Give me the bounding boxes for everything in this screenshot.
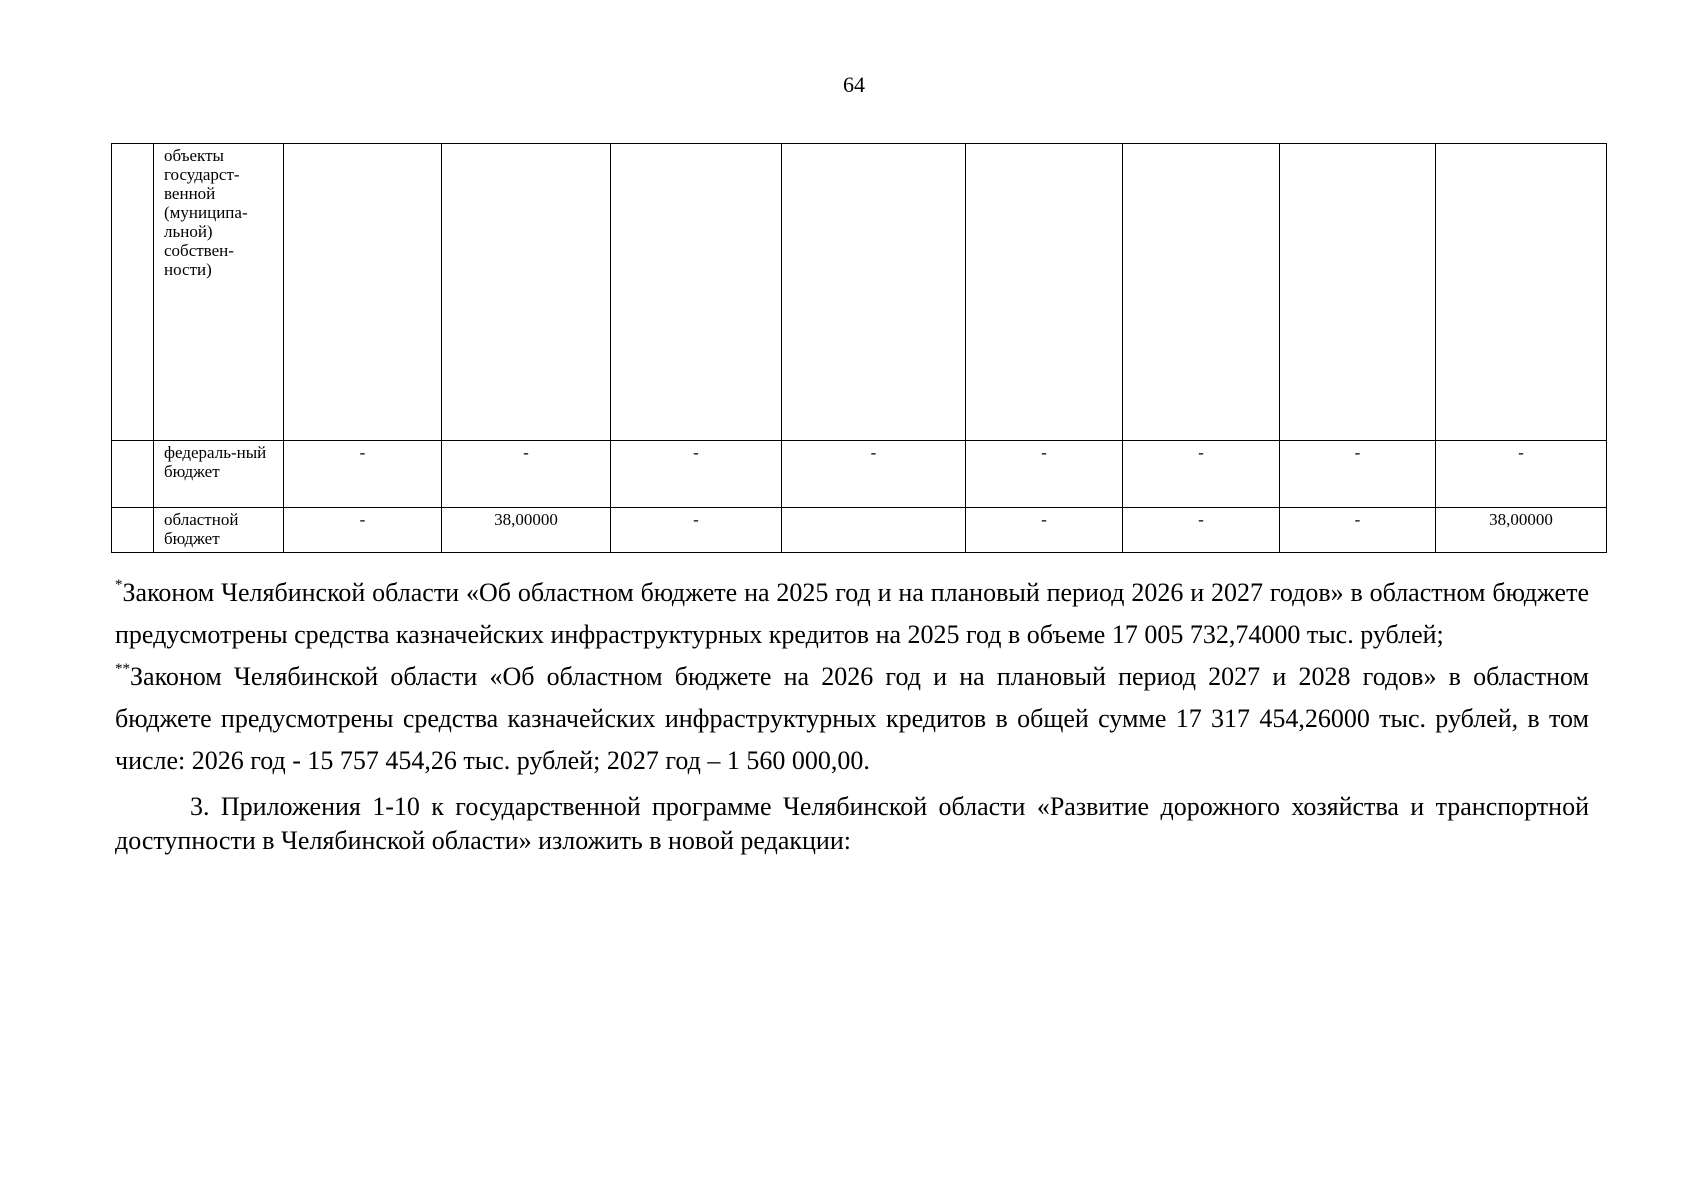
table-cell: - xyxy=(611,441,782,508)
table-cell xyxy=(1123,144,1280,441)
row-label: объекты государст-венной (муниципа-льной) собствен-ности) xyxy=(154,144,284,441)
table-cell: - xyxy=(1123,441,1280,508)
table-cell: - xyxy=(782,441,966,508)
table-cell xyxy=(112,508,154,553)
table-cell: 38,00000 xyxy=(442,508,611,553)
table-cell: - xyxy=(966,441,1123,508)
paragraph-item-3: 3. Приложения 1-10 к государственной программе Челябинской области «Развитие дорожного хозяйства и транспортной доступности в Челябинской области» изложить в новой редакции: xyxy=(115,792,1589,855)
table-cell: - xyxy=(966,508,1123,553)
table-cell xyxy=(112,144,154,441)
table-cell: 38,00000 xyxy=(1436,508,1607,553)
table-cell xyxy=(782,144,966,441)
table-cell xyxy=(782,508,966,553)
table-cell: - xyxy=(611,508,782,553)
footnotes xyxy=(115,572,1589,858)
footnote-mark: * xyxy=(115,577,123,594)
table-cell: - xyxy=(1280,508,1436,553)
table-cell xyxy=(442,144,611,441)
table-cell: - xyxy=(1280,441,1436,508)
footnote-2 xyxy=(115,656,1589,782)
page-number: 64 xyxy=(843,72,865,97)
table-cell xyxy=(112,441,154,508)
footnote-text: Законом Челябинской области «Об областном бюджете на 2026 год и на плановый период 2027 и 2028 годов» в областном бюджете предусмотрены средства казначейских инфраструктурных кредитов в общей сумме 17 317 454,26000 тыс. рублей, в том числе: 2026 год - 15 757 454,26 тыс. рублей; 2027 год – 1 560 000,00. xyxy=(115,662,1589,775)
row-label: федераль-ный бюджет xyxy=(154,441,284,508)
footnote-1 xyxy=(115,572,1589,656)
table-row xyxy=(112,508,1607,553)
table-cell: - xyxy=(284,441,442,508)
table-cell: - xyxy=(1123,508,1280,553)
table-cell: - xyxy=(1436,441,1607,508)
table-cell xyxy=(966,144,1123,441)
budget-table xyxy=(111,143,1607,553)
table-row xyxy=(112,144,1607,441)
table-row xyxy=(112,441,1607,508)
table-cell xyxy=(1436,144,1607,441)
table-cell xyxy=(1280,144,1436,441)
footnote-text: Законом Челябинской области «Об областном бюджете на 2025 год и на плановый период 2026 и 2027 годов» в областном бюджете предусмотрены средства казначейских инфраструктурных кредитов на 2025 год в объеме 17 005 732,74000 тыс. рублей; xyxy=(115,578,1589,649)
row-label: областной бюджет xyxy=(154,508,284,553)
table-cell: - xyxy=(442,441,611,508)
table-cell: - xyxy=(284,508,442,553)
footnote-mark: ** xyxy=(115,661,130,678)
table-cell xyxy=(611,144,782,441)
table-cell xyxy=(284,144,442,441)
